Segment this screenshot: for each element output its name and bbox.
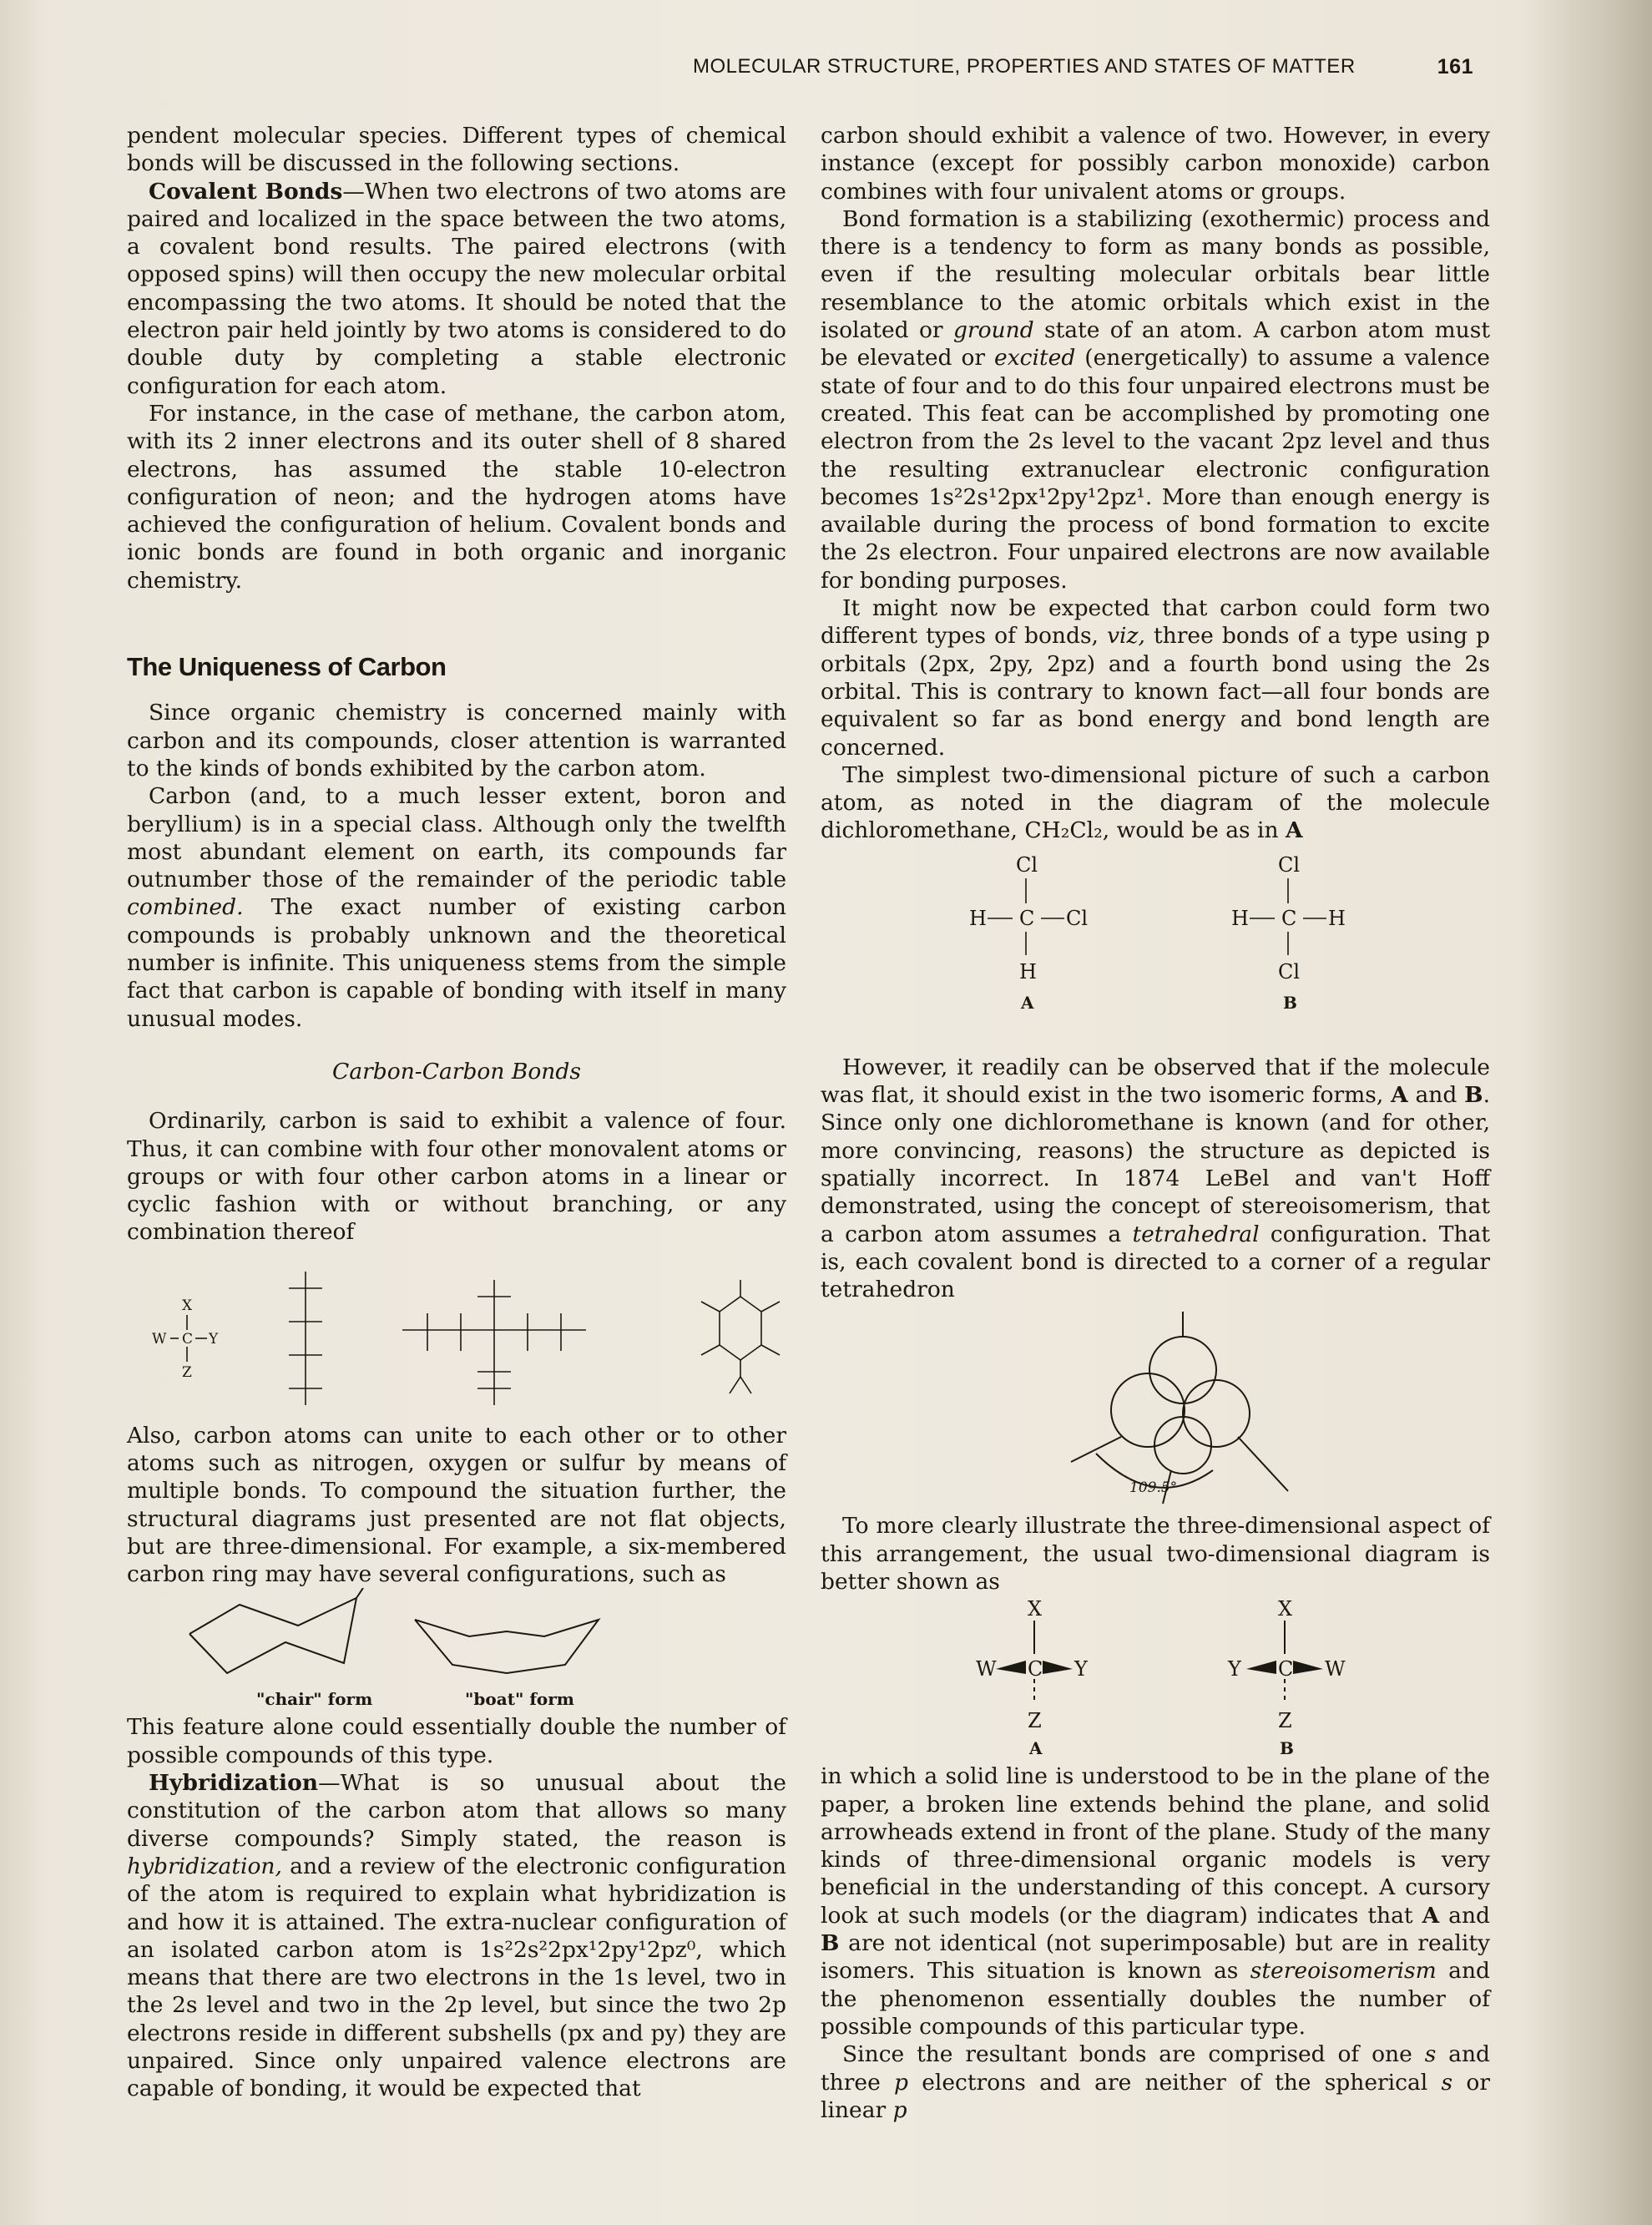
bond-angle-label: 109.5°: [1129, 1479, 1178, 1497]
paragraph-text: configuration. That is, each covalent bond is directed to a corner of a regular tetrahedron: [821, 1221, 1490, 1303]
paragraph-text: and: [1439, 1902, 1490, 1929]
paragraph-text: It might now be expected that carbon could form two different types of bonds,: [821, 595, 1490, 650]
electron-configuration: 1s²2s²2px¹2py¹2pz⁰: [478, 1936, 696, 1963]
emphasis: viz,: [1107, 623, 1145, 650]
atom-label: W: [976, 1657, 997, 1681]
paragraph-text: and three: [821, 2041, 1490, 2096]
paragraph-text: . More than enough energy is available during the process of bond formation to excite the 2s electron. Four unpaired electrons are now available for bonding purposes.: [821, 483, 1490, 594]
paragraph: pendent molecular species. Different types of chemical bonds will be discussed in the following sections.: [127, 123, 786, 177]
paragraph-covalent-bonds: [127, 178, 786, 400]
atom-label: H: [1231, 906, 1249, 930]
emphasis: s: [1441, 2069, 1453, 2096]
structure-label-b: B: [1280, 1738, 1294, 1759]
paragraph-text: three bonds of a type using p orbitals (2px, 2py, 2pz) and a fourth bond using the 2s orbital. This is contrary to known fact—all four bonds are equivalent so far as bond energy and bond length are concerned.: [821, 623, 1490, 761]
carbon-chain-diagrams: [127, 1247, 786, 1422]
atom-label: W: [1325, 1657, 1346, 1681]
atom-label: Z: [182, 1363, 192, 1381]
atom-label: W: [152, 1330, 167, 1348]
paragraph-text: Carbon (and, to a much lesser extent, boron and beryllium) is in a special class. Although only the twelfth most abundant element on earth, its compounds far outnumber those of the remainder of the periodic table: [127, 783, 786, 893]
emphasis: tetrahedral: [1132, 1221, 1260, 1247]
atom-label: X: [182, 1297, 193, 1314]
structure-ref: B: [1464, 1082, 1483, 1109]
boat-form-caption: "boat" form: [465, 1689, 574, 1710]
emphasis: p: [892, 2096, 907, 2123]
atom-label: X: [1028, 1597, 1043, 1621]
emphasis: p: [894, 2069, 908, 2096]
left-column: [127, 122, 786, 2103]
paragraph-text: and: [1407, 1082, 1465, 1109]
paragraph-text: or linear: [821, 2069, 1491, 2123]
paragraph: [821, 205, 1490, 594]
atom-label: X: [1278, 1597, 1293, 1621]
paragraph-text: in which a solid line is understood to be in the plane of the paper, a broken line extends behind the plane, and solid arrowheads extend in front of the plane. Study of the many kinds of three-dimensional organic models is very beneficial in the understanding of this concept. A cursory look at such models (or the diagram) indicates that: [821, 1763, 1490, 1929]
sub-heading: Carbon-Carbon Bonds: [332, 1058, 581, 1085]
emphasis: hybridization,: [127, 1853, 282, 1879]
wedge-bond-diagrams: [821, 1595, 1490, 1762]
structure-label-b: B: [1283, 992, 1297, 1013]
atom-label: H: [1019, 959, 1037, 984]
paragraph-text: state of an atom. A carbon atom must be elevated or: [821, 317, 1490, 372]
paragraph: Since organic chemistry is concerned mainly with carbon and its compounds, closer attention is warranted to the kinds of bonds exhibited by the carbon atom.: [127, 700, 786, 781]
paragraph: [821, 594, 1490, 761]
chair-form-caption: "chair" form: [256, 1689, 373, 1710]
paragraph-text: However, it readily can be observed that if the molecule was flat, it should exist in the two isomeric forms,: [821, 1054, 1490, 1109]
paragraph: [821, 1054, 1490, 1304]
emphasis: excited: [994, 345, 1076, 372]
paragraph-text: , would be as in: [1102, 817, 1286, 844]
emphasis: ground: [952, 317, 1034, 344]
running-header-title: MOLECULAR STRUCTURE, PROPERTIES AND STATES OF MATTER: [693, 55, 1356, 78]
electron-configuration: 1s²2s¹2px¹2py¹2pz¹: [928, 483, 1145, 510]
paragraph-text: and a review of the electronic configuration of the atom is required to explain what hybridization is and how it is attained. The extra-nuclear configuration of an isolated carbon atom is: [127, 1853, 786, 1963]
paragraph-text: (energetically) to assume a valence state of four and to do this four unpaired electrons must be created. This feat can be accomplished by promoting one electron from the 2s level to the vacant 2pz level and thus the resulting extranuclear electronic configuration becomes: [821, 345, 1490, 510]
dichloromethane-flat-diagrams: [821, 845, 1490, 1054]
paragraph-text: —When two electrons of two atoms are paired and localized in the space between the two atoms, a covalent bond results. The paired electrons (with opposed spins) will then occupy the new molecular orbital encompassing the two atoms. It should be noted that the electron pair held jointly by two atoms is considered to do double duty by completing a stable electronic configuration for each atom.: [127, 178, 786, 399]
run-in-heading: Covalent Bonds: [149, 178, 343, 205]
paragraph: To more clearly illustrate the three-dimensional aspect of this arrangement, the usual two-dimensional diagram is better shown as: [821, 1513, 1490, 1595]
paragraph-text: and the phenomenon essentially doubles the number of possible compounds of this particular type.: [821, 1958, 1490, 2040]
page-number: 161: [1437, 55, 1473, 78]
paragraph: [821, 2040, 1490, 2124]
paragraph-text: —What is so unusual about the constitution of the carbon atom that allows so many diverse compounds? Simply stated, the reason is: [127, 1770, 786, 1852]
paragraph: carbon should exhibit a valence of two. However, in every instance (except for possibly carbon monoxide) carbon combines with four univalent atoms or groups.: [821, 123, 1490, 205]
paragraph-text: . Since only one dichloromethane is known (and for other, more convincing, reasons) the structure as depicted is spatially incorrect. In 1874 LeBel and van't Hoff demonstrated, using the concept of stereoisomerism, that a carbon atom assumes a: [821, 1082, 1490, 1247]
atom-label: C: [1028, 1657, 1043, 1681]
running-header: [693, 55, 1473, 79]
paragraph-text: Since the resultant bonds are comprised of one: [842, 2041, 1425, 2068]
paragraph: Ordinarily, carbon is said to exhibit a valence of four. Thus, it can combine with four other monovalent atoms or groups or with four other carbon atoms in a linear or cyclic fashion with or without branching, or any combination thereof: [127, 1108, 786, 1246]
atom-label: Y: [1228, 1657, 1241, 1681]
structure-ref: B: [821, 1930, 840, 1957]
atom-label: Z: [1028, 1709, 1042, 1733]
atom-label: C: [1019, 906, 1035, 930]
paragraph: This feature alone could essentially double the number of possible compounds of this type.: [127, 1714, 786, 1768]
atom-label: H: [969, 906, 987, 930]
atom-label: Cl: [1016, 852, 1038, 877]
atom-label: Z: [1278, 1709, 1292, 1733]
atom-label: H: [1328, 906, 1346, 930]
structure-label-a: A: [1029, 1738, 1043, 1759]
structure-label-a: A: [1021, 992, 1034, 1013]
atom-label: Cl: [1278, 959, 1301, 984]
right-column: [821, 122, 1490, 2124]
atom-label: Y: [209, 1330, 219, 1348]
run-in-heading: Hybridization: [149, 1770, 319, 1797]
emphasis: combined.: [127, 894, 244, 921]
paragraph: [127, 782, 786, 1033]
structure-ref: A: [1391, 1082, 1408, 1109]
emphasis: s: [1424, 2041, 1437, 2068]
paragraph: Also, carbon atoms can unite to each other or to other atoms such as nitrogen, oxygen or sulfur by means of multiple bonds. To compound the situation further, the structural diagrams just presented are not flat objects, but are three-dimensional. For example, a six-membered carbon ring may have several configurations, such as: [127, 1422, 786, 1588]
atom-label: C: [1278, 1657, 1294, 1681]
chemical-formula: CH₂Cl₂: [1024, 817, 1103, 844]
atom-label: C: [1281, 906, 1297, 930]
structure-ref: A: [1286, 817, 1303, 844]
paragraph-text: electrons and are neither of the spherical: [907, 2069, 1442, 2096]
atom-label: C: [182, 1330, 194, 1348]
paragraph: [821, 761, 1490, 845]
paragraph: For instance, in the case of methane, the carbon atom, with its 2 inner electrons and its outer shell of 8 shared electrons, has assumed the stable 10-electron configuration of neon; and the hydrogen atoms have achieved the configuration of helium. Covalent bonds and ionic bonds are found in both organic and inorganic chemistry.: [127, 400, 786, 594]
paragraph-text: The simplest two-dimensional picture of such a carbon atom, as noted in the diagram of the molecule dichloromethane,: [821, 761, 1490, 844]
emphasis: stereoisomerism: [1250, 1958, 1437, 1985]
cyclohexane-conformations: [164, 1588, 749, 1713]
section-heading: The Uniqueness of Carbon: [127, 652, 447, 682]
paragraph-text: The exact number of existing carbon compounds is probably unknown and the theoretical number is infinite. This uniqueness stems from the simple fact that carbon is capable of bonding with itself in many unusual modes.: [127, 894, 786, 1032]
atom-label: Cl: [1278, 852, 1301, 877]
paragraph-text: , which means that there are two electrons in the 1s level, two in the 2s level and two in the 2p level, but since the two 2p electrons reside in different subshells (px and py) they are unpaired. Since only unpaired valence electrons are capable of bonding, it would be expected that: [127, 1936, 786, 2102]
paragraph-hybridization: [127, 1769, 786, 2103]
structure-ref: A: [1422, 1902, 1440, 1929]
tetrahedral-carbon-diagram: [821, 1303, 1490, 1512]
paragraph: [821, 1762, 1490, 2040]
atom-label: Y: [1074, 1657, 1088, 1681]
paragraph-text: Bond formation is a stabilizing (exothermic) process and there is a tendency to form as many bonds as possible, even if the resulting molecular orbitals bear little resemblance to the atomic orbitals which exist in the isolated or: [821, 205, 1490, 344]
paragraph-text: are not identical (not superimposable) but are in reality isomers. This situation is known as: [821, 1930, 1490, 1985]
atom-label: Cl: [1066, 906, 1089, 930]
